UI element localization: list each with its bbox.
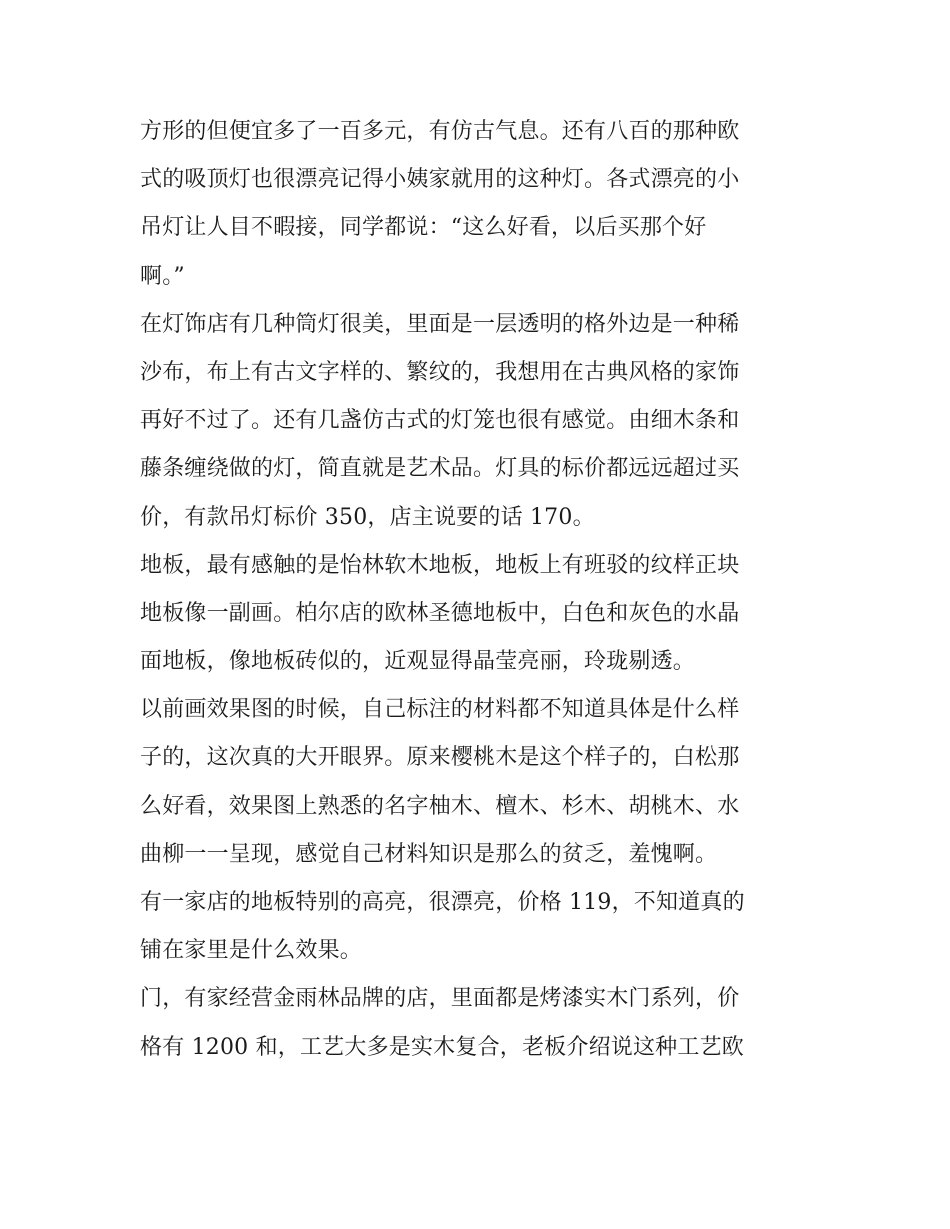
text-line: 沙布，布上有古文字样的、繁纹的，我想用在古典风格的家饰 — [140, 359, 740, 385]
text-line: 以前画效果图的时候，自己标注的材料都不知道具体是什么样 — [140, 697, 740, 723]
text-line: 子的，这次真的大开眼界。原来樱桃木是这个样子的，白松那 — [140, 745, 740, 771]
text-line: 有一家店的地板特别的高亮，很漂亮，价格 119，不知道真的 — [140, 890, 745, 915]
text-line: 地板，最有感触的是怡林软木地板，地板上有班驳的纹样正块 — [140, 552, 740, 578]
text-line: 在灯饰店有几种筒灯很美，里面是一层透明的格外边是一种稀 — [140, 311, 740, 337]
text-line: 啊。” — [140, 263, 185, 289]
text-line: 式的吸顶灯也很漂亮记得小姨家就用的这种灯。各式漂亮的小 — [140, 167, 740, 193]
text-line: 格有 1200 和，工艺大多是实木复合，老板介绍说这种工艺欧 — [140, 1034, 744, 1060]
text-line: 铺在家里是什么效果。 — [140, 938, 363, 964]
text-line: 面地板，像地板砖似的，近观显得晶莹亮丽，玲珑剔透。 — [140, 649, 696, 675]
text-line: 曲柳一一呈现，感觉自己材料知识是那么的贫乏，羞愧啊。 — [140, 841, 718, 867]
text-line: 藤条缠绕做的灯，简直就是艺术品。灯具的标价都远远超过买 — [140, 456, 740, 482]
text-line: 门，有家经营金雨林品牌的店，里面都是烤漆实木门系列，价 — [140, 986, 740, 1012]
document-body — [140, 108, 820, 1072]
text-line: 吊灯让人目不暇接，同学都说：“这么好看，以后买那个好 — [140, 215, 707, 241]
text-line: 么好看，效果图上熟悉的名字柚木、檀木、杉木、胡桃木、水 — [140, 793, 740, 819]
text-line: 地板像一副画。柏尔店的欧林圣德地板中，白色和灰色的水晶 — [140, 600, 740, 626]
text-line: 价，有款吊灯标价 350，店主说要的话 170。 — [140, 504, 595, 530]
text-line: 方形的但便宜多了一百多元，有仿古气息。还有八百的那种欧 — [140, 119, 740, 144]
text-line: 再好不过了。还有几盏仿古式的灯笼也很有感觉。由细木条和 — [140, 408, 740, 434]
